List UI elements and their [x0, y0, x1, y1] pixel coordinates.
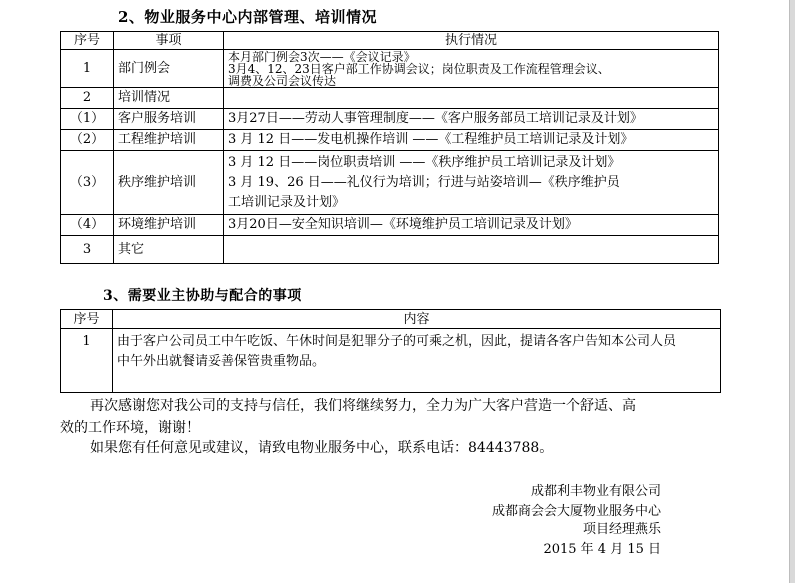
signature-center: 成都商会会大厦物业服务中心 [491, 504, 661, 519]
execution-line: 3 月 12 日——岗位职责培训 ——《秩序维护员工培训记录及计划》 [228, 154, 621, 170]
section-3-title: 3、需要业主协助与配合的事项 [103, 288, 302, 304]
table-row [61, 329, 721, 393]
row-execution [224, 151, 719, 215]
closing-line-3: 如果您有任何意见或建议，请致电物业服务中心，联系电话：84443788。 [90, 440, 554, 456]
table-row [61, 109, 719, 130]
content-line: 中午外出就餐请妥善保管贵重物品。 [117, 354, 326, 369]
table-header-row [61, 32, 719, 50]
row-execution [224, 50, 719, 88]
row-item: 工程维护培训 [114, 130, 224, 151]
page-edge [789, 0, 795, 583]
table-row [61, 236, 719, 264]
table-row [61, 215, 719, 236]
row-item: 秩序维护培训 [114, 151, 224, 215]
row-execution: 3月27日——劳动人事管理制度——《客户服务部员工培训记录及计划》 [224, 109, 719, 130]
header-execution: 执行情况 [224, 32, 719, 50]
row-no: （3） [61, 151, 114, 215]
signature-company: 成都利丰物业有限公司 [530, 484, 661, 499]
signature-date: 2015 年 4 月 15 日 [543, 542, 661, 557]
row-no: 2 [61, 88, 114, 109]
closing-line-2: 效的工作环境，谢谢！ [60, 420, 200, 436]
row-no: （1） [61, 109, 114, 130]
execution-line: 本月部门例会3次——《会议记录》 [228, 49, 416, 64]
owner-cooperation-table [60, 309, 721, 393]
header-content: 内容 [113, 310, 721, 329]
row-execution: 3 月 12 日——发电机操作培训 ——《工程维护员工培训记录及计划》 [224, 130, 719, 151]
content-line: 由于客户公司员工中午吃饭、午休时间是犯罪分子的可乘之机，因此，提请各客户告知本公司人员 [117, 334, 677, 349]
section-2-title: 2、物业服务中心内部管理、培训情况 [118, 8, 377, 26]
row-item: 部门例会 [114, 50, 224, 88]
execution-line: 3 月 19、26 日——礼仪行为培训；行进与站姿培训—《秩序维护员 [228, 174, 620, 190]
table-header-row [61, 310, 721, 329]
header-no: 序号 [61, 32, 114, 50]
row-no: 1 [61, 50, 114, 88]
row-item: 环境维护培训 [114, 215, 224, 236]
row-no: 3 [61, 236, 114, 264]
row-no: 1 [61, 329, 113, 393]
row-content [113, 329, 721, 393]
row-execution [224, 236, 719, 264]
management-training-table [60, 31, 719, 264]
row-execution [224, 88, 719, 109]
row-item: 培训情况 [114, 88, 224, 109]
row-no: （2） [61, 130, 114, 151]
row-execution: 3月20日—安全知识培训—《环境维护员工培训记录及计划》 [224, 215, 719, 236]
closing-line-1: 再次感谢您对我公司的支持与信任，我们将继续努力，全力为广大客户营造一个舒适、高 [90, 398, 636, 414]
table-row [61, 130, 719, 151]
execution-line: 调费及公司会议传达 [228, 73, 337, 88]
table-row [61, 151, 719, 215]
header-item: 事项 [114, 32, 224, 50]
table-row [61, 88, 719, 109]
row-item: 客户服务培训 [114, 109, 224, 130]
table-row [61, 50, 719, 88]
execution-line: 工培训记录及计划》 [228, 194, 346, 210]
row-no: （4） [61, 215, 114, 236]
execution-line: 3月4、12、23日客户部工作协调会议；岗位职责及工作流程管理会议、 [228, 61, 610, 76]
header-no: 序号 [61, 310, 113, 329]
signature-manager: 项目经理燕乐 [582, 522, 661, 537]
row-item: 其它 [114, 236, 224, 264]
